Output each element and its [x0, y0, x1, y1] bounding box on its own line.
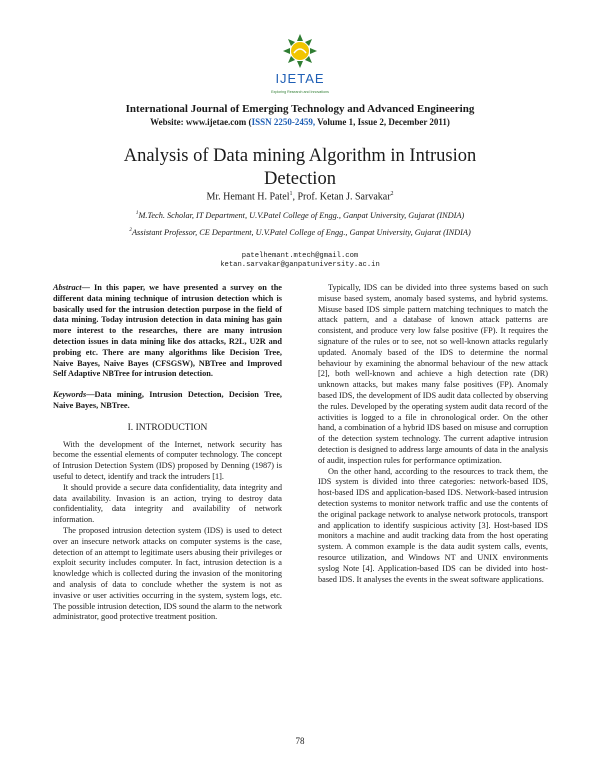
website-suffix: Volume 1, Issue 2, December 2011) — [315, 117, 450, 127]
author-1-sup: 1 — [289, 191, 293, 197]
abstract-label: Abstract — [53, 283, 82, 292]
journal-website — [0, 117, 600, 127]
author-2-sup: 2 — [390, 191, 394, 197]
section-title: NTRODUCTION — [138, 422, 208, 433]
paragraph: With the development of the Internet, network security has become the essential elements of computer technology. The concept of Intrusion Detection System (IDS) proposed by Denning (1987) is useful to detect, identify and track the intruders [1]. — [53, 439, 282, 481]
email-1[interactable]: patelhemant.mtech@gmail.com — [241, 252, 359, 260]
author-list — [0, 191, 600, 202]
email-2[interactable]: ketan.sarvakar@ganpatuniversity.ac.in — [220, 261, 380, 269]
sun-emblem-icon — [258, 33, 342, 101]
logo-text: IJETAE — [275, 71, 325, 86]
section-heading — [53, 423, 282, 434]
author-2: , Prof. Ketan J. Sarvakar — [292, 191, 391, 203]
paragraph: It should provide a secure data confidentiality, data integrity and data availability. Invasion is an action, trying to destroy data confidentiality, data integrity and availability of network information. — [53, 482, 282, 525]
paragraph: The proposed intrusion detection system (IDS) is used to detect over an insecure network attacks on computer systems is the case, detection of an attempt to legitimate users abusing their privileges or exploit security includes computer. In fact, intrusion detection is a knowledge which is collected during the invasion of the monitoring and analysis of data to conclude whether the system is not as invasive or user activities occurring in the system, system logs, etc. The possible intrusion detection, IDS sound the alarm to the network administrator, good protective treatment position. — [53, 525, 282, 622]
website-issn: ISSN 2250-2459, — [251, 117, 316, 127]
keywords — [53, 390, 282, 412]
title-line: Detection — [264, 169, 336, 189]
affiliation-2 — [0, 227, 600, 237]
keywords-text: —Data mining, Intrusion Detection, Decision Tree, Naive Bayes, NBTree. — [53, 390, 282, 410]
paragraph: Typically, IDS can be divided into three systems based on such misuse based system, anomaly based systems, and hybrid systems. Misuse based IDS simple pattern matching techniques to match the attack pattern, and a database of known attack patterns are consistent, and produce very low false positive (FP). It requires the signature of the rules or to see, not so well-known attacks regularly updated. Anomaly based of the IDS to determine the normal behaviour by examining the abnormal behaviour of the new attack [2], both well-known and achieve a high detection rate (DR) unknown attacks, but makes many false positives (FP). Anomaly based IDS, the development of IDS audit data collected by observing the rules. Developed by the operating system audit data record of the activities is logged to a file in chronological order. On the other hand, a combination of a hybrid IDS based on misuse and corruption of the detection system technology. The current adaptive intrusion detection is designed to address large amounts of data in the analysis of audit, inspection rules for performance optimization. — [318, 283, 548, 465]
section-initial: I — [135, 422, 139, 433]
abstract — [53, 283, 282, 380]
affiliation-2-sup: 2 — [129, 227, 132, 233]
affiliation-1-sup: 1 — [135, 210, 139, 216]
author-1: Mr. Hemant H. Patel — [206, 191, 290, 203]
journal-name: International Journal of Emerging Technology and Advanced Engineering — [125, 103, 475, 115]
keywords-label: Keywords — [53, 390, 87, 400]
affiliation-1 — [0, 210, 600, 220]
affiliation-2-text: Assistant Professor, CE Department, U.V.Patel College of Engg., Ganpat University, Gujarat (INDIA) — [131, 227, 471, 237]
left-column — [53, 283, 282, 623]
page-number: 78 — [295, 736, 305, 746]
abstract-text: — In this paper, we have presented a survey on the different data mining technique of intrusion detection which is basically used for the intrusion detection purpose in the field of data mining. Today intrusion detection in data mining has gain more interest to the researches, there are many intrusion detection issues in data mining like dos attacks, R2L, U2R and probing etc. There are many algorithms like Decision Tree, Naive Bayes, Naive Bayes (CFSGSW), NBTree and Improved Self Adaptive NBTree for intrusion detection. — [53, 283, 282, 379]
section-number: I. — [127, 422, 134, 433]
journal-logo — [258, 33, 342, 101]
logo-tagline: Exploring Research and Innovations — [271, 90, 329, 94]
website-prefix: Website: www.ijetae.com ( — [150, 117, 252, 127]
title-line: Analysis of Data mining Algorithm in Intrusion — [123, 146, 477, 166]
affiliation-1-text: M.Tech. Scholar, IT Department, U.V.Patel College of Engg., Ganpat University, Gujarat (INDIA) — [138, 210, 465, 220]
paper-title — [0, 145, 600, 191]
right-column — [318, 283, 548, 585]
paragraph: On the other hand, according to the resources to track them, the IDS system is divided into three categories: network-based IDS, host-based IDS and application-based IDS. Network-based intrusion detection systems to monitor network traffic and use the contents of the original package network to analyse network protocols, transport and application to identify suspicious activity [3]. Host-based IDS monitors a machine and audit tracking data from the host operating system. A common example is the data audit system calls, events, resource utilization, and Windows NT and UNIX environments syslog Note [4]. Application-based IDS can be divided into host-based IDS. It analyses the events in the sweat software applications. — [318, 466, 548, 584]
